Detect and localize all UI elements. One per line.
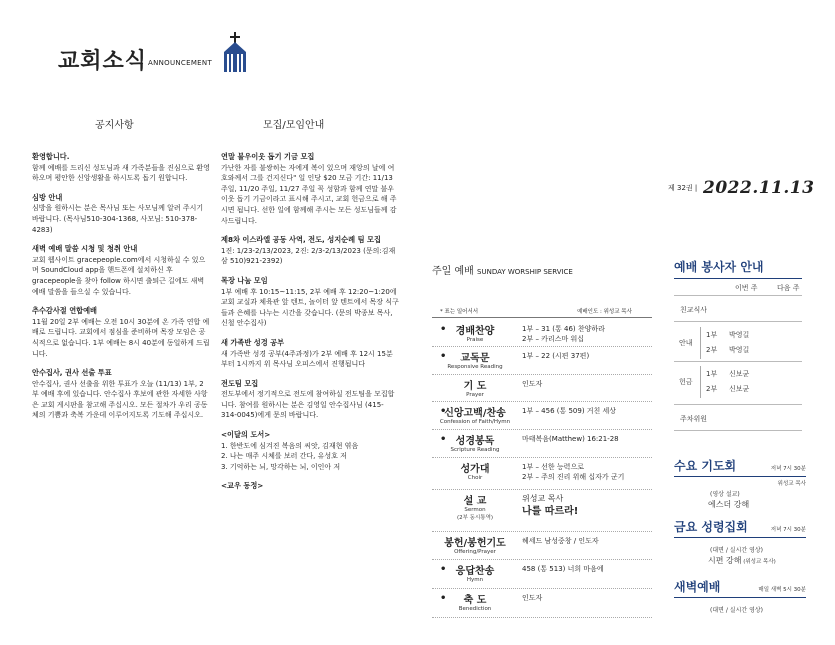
- worship-item-ko: 설 교: [463, 496, 487, 507]
- worship-row: [432, 402, 652, 428]
- worship-item-ko: 성경봉독: [455, 436, 495, 447]
- worship-detail: [522, 564, 604, 574]
- star-marker: •: [440, 593, 447, 604]
- star-marker: •: [440, 434, 447, 445]
- service-title: 새벽예배: [674, 580, 721, 594]
- service-title: 수요 기도회: [674, 459, 737, 473]
- worship-item-ko: 성가대: [460, 464, 490, 475]
- worship-item-name: [432, 460, 518, 481]
- service-divider: [674, 476, 806, 477]
- notice-title: <교우 동정>: [221, 481, 264, 491]
- notice-item: [32, 306, 210, 359]
- worship-detail-1: 마태복음(Matthew) 16:21-28: [522, 435, 619, 443]
- worship-item-name: [432, 534, 518, 555]
- notice-body: 11월 20일 2부 예배는 오전 10시 30분에 온 가족 연합 예배로 드립니다. 교회에서 점심을 준비하며 목장 모임은 공식적으로 없습니다. 1부 예배는 8시 40분에 동일하게 드립니다.: [32, 317, 210, 358]
- service-line1: (영상 설교): [710, 491, 740, 498]
- service-line1: (대면 / 실시간 영상): [710, 547, 763, 554]
- notice-item: [221, 152, 399, 226]
- worship-item-en: Benediction: [458, 606, 492, 612]
- worship-detail: [522, 462, 624, 482]
- service-title: 금요 성령집회: [674, 520, 748, 534]
- notice-body: 안수집사, 권사 선출을 위한 투표가 오늘 (11/13) 1부, 2부 예배 후에 있습니다. 안수집사 후보에 관한 자세한 사항은 교회 게시판을 참고해 주십시오. 모든 절차가 우리 공동체의 기쁨과 축복 가운데 이루어지도록 기도해 주십시오.: [32, 379, 208, 420]
- worship-row: [432, 560, 652, 586]
- servant-role: 헌금: [679, 378, 693, 386]
- worship-note: * 표는 일어서서: [440, 309, 479, 315]
- service-divider: [674, 537, 806, 538]
- worship-detail: [522, 379, 542, 389]
- star-marker: •: [440, 324, 447, 335]
- worship-item-en: Praise: [466, 337, 484, 343]
- notices-column: [32, 152, 210, 430]
- servant-sub: 1부: [706, 370, 718, 378]
- worship-item-name: [432, 322, 518, 343]
- notice-body: 전도부에서 정기적으로 전도에 참여하실 전도팀을 모집합니다. 참여를 원하시는 분은 김영일 안수집사님 (415-314-0045)에게 문의 바랍니다.: [221, 390, 395, 420]
- worship-item-name: [432, 349, 518, 370]
- worship-row: [432, 430, 652, 456]
- servant-divider: [674, 321, 802, 322]
- notice-item: [221, 276, 399, 329]
- notice-title: 안수집사, 권사 선출 투표: [32, 368, 112, 378]
- worship-item-en2: (2부 동시통역): [456, 515, 494, 521]
- notice-body: 새 가족반 성경 공부(4주과정)가 2부 예배 후 12시 15분부터 1시까지 위 목사님 오피스에서 진행됩니다: [221, 349, 393, 369]
- service-time: 매일 새벽 5시 30분: [758, 587, 806, 593]
- recruit-column: [221, 152, 399, 501]
- notice-title: 전도팀 모집: [221, 378, 259, 388]
- worship-item-en: Choir: [467, 475, 483, 481]
- worship-item-en: Prayer: [466, 392, 484, 398]
- notice-item: [221, 338, 399, 370]
- servant-sub: 2부: [706, 346, 718, 354]
- notice-title: 추수감사절 연합예배: [32, 306, 97, 316]
- worship-detail: [522, 406, 616, 416]
- notice-body: 1진: 1/23-2/13/2023, 2진: 2/3-2/13/2023 (문의:김재삼 510)921-2392): [221, 246, 396, 266]
- worship-row: [432, 375, 652, 401]
- worship-detail-1: 458 (통 513) 너희 마음에: [522, 565, 604, 573]
- worship-title-ko: 주일 예배: [432, 266, 474, 277]
- worship-item-name: [432, 591, 518, 612]
- servant-this: 박영길: [729, 331, 750, 339]
- worship-detail-1: 1부 – 22 (시편 37편): [522, 352, 590, 360]
- worship-title: [432, 262, 573, 277]
- worship-item-ko: 축 도: [463, 595, 487, 606]
- page-title: 교회소식: [58, 49, 148, 74]
- bulletin-date: 2022.11.13: [703, 178, 815, 198]
- recruit-heading: 모집/모임안내: [263, 120, 325, 131]
- worship-detail-1: 헤세드 남성중창 / 인도자: [522, 537, 599, 545]
- worship-detail-1: 1부 – 31 (통 46) 찬양하라: [522, 325, 605, 333]
- notice-title: <이달의 도서>: [221, 430, 271, 440]
- service-divider: [674, 597, 806, 598]
- service-line2-main: 에스더 강해: [708, 500, 750, 509]
- servant-this: 신보균: [729, 385, 750, 393]
- worship-item-name: [432, 377, 518, 398]
- worship-detail: [522, 494, 578, 517]
- notice-item: [32, 368, 210, 421]
- notice-title: 제8차 이스라엘 공동 사역, 전도, 성지순례 팀 모집: [221, 235, 381, 245]
- worship-detail-1: 1부 – 선한 능력으로: [522, 463, 584, 471]
- servants-title: 예배 봉사자 안내: [674, 260, 764, 274]
- notice-title: 새벽 예배 말씀 시청 및 청취 안내: [32, 244, 138, 254]
- worship-item-en: Scripture Reading: [450, 447, 500, 453]
- worship-item-en: Sermon: [464, 507, 486, 513]
- worship-detail: [522, 536, 599, 546]
- notice-item: [32, 152, 210, 184]
- worship-detail-2: 나를 따르라!: [522, 506, 579, 517]
- servant-this: 신보균: [729, 370, 750, 378]
- worship-item-ko: 경배찬양: [455, 326, 495, 337]
- worship-detail-2: 2부 – 카리스마 워십: [522, 335, 584, 343]
- servant-bracket: [700, 366, 701, 398]
- service-line2: [708, 499, 749, 510]
- servants-col-this: 이번 주: [735, 284, 758, 292]
- service-sub: 위성교 목사: [777, 481, 806, 487]
- servant-divider: [674, 295, 802, 296]
- notice-title: 새 가족반 성경 공부: [221, 337, 285, 347]
- worship-detail-1: 위성교 목사: [522, 494, 564, 503]
- notice-item: [221, 430, 399, 472]
- service-line1: (대면 / 실시간 영상): [710, 607, 763, 614]
- worship-item-en: Confession of Faith/Hymn: [439, 419, 511, 425]
- notice-item: [221, 379, 399, 421]
- worship-row-divider: [432, 617, 652, 618]
- worship-detail-1: 1부 – 456 (통 509) 거친 세상: [522, 407, 617, 415]
- notice-title: 심방 안내: [32, 192, 63, 202]
- notice-body: 함께 예배를 드리신 성도님과 새 가족분들을 진심으로 환영하오며 평안한 신앙생활을 하시도록 돕기 원합니다.: [32, 163, 210, 183]
- worship-row: [432, 320, 652, 346]
- worship-item-name: [432, 492, 518, 521]
- worship-detail: [522, 593, 542, 603]
- servant-divider: [674, 361, 802, 362]
- notice-title: 목장 나눔 모임: [221, 275, 268, 285]
- worship-item-en: Hymn: [466, 577, 484, 583]
- servant-role: 친교식사: [680, 306, 708, 314]
- notice-item: [221, 235, 399, 267]
- servant-this: 박영길: [729, 346, 750, 354]
- notice-item: [32, 193, 210, 235]
- servant-divider: [674, 404, 802, 405]
- worship-leader: 예배인도 : 위성교 목사: [577, 309, 632, 315]
- service-line2: [708, 555, 776, 566]
- notice-item: [32, 244, 210, 297]
- worship-item-ko: 신앙고백/찬송: [444, 408, 506, 419]
- notice-body: 가난한 자를 불쌍히는 자에게 복이 있으며 재앙의 날에 여호와께서 그를 건지신다" 일 인당 $20 모금 기간: 11/13 주일, 11/20 주일, 11/27 주일 꼭 성함과 함께 연말 불우이웃 돕기 기금이라고 표시해 주시고, 교회 헌금으로 해 주시면 됩니다. 선한 일에 함께해 주시는 모든 성도님들께 감사드립니다.: [221, 163, 397, 225]
- service-time: 저녁 7시 30분: [770, 466, 806, 472]
- servants-col-next: 다음 주: [777, 284, 800, 292]
- worship-row: [432, 458, 652, 484]
- worship-detail-1: 인도자: [522, 594, 543, 602]
- notice-item: [221, 481, 399, 492]
- star-marker: •: [440, 564, 447, 575]
- notices-heading: 공지사항: [95, 120, 134, 131]
- servant-role: 안내: [679, 339, 693, 347]
- notice-title: 환영합니다.: [32, 152, 70, 161]
- servant-divider: [674, 430, 802, 431]
- worship-row: [432, 532, 652, 558]
- worship-row: [432, 589, 652, 615]
- servants-divider: [674, 278, 802, 279]
- worship-item-name: [432, 562, 518, 583]
- worship-item-name: [432, 404, 518, 425]
- worship-row: [432, 490, 652, 521]
- worship-row: [432, 347, 652, 373]
- worship-item-name: [432, 432, 518, 453]
- worship-item-ko: 응답찬송: [455, 566, 495, 577]
- notice-body: 심방을 원하시는 분은 목사님 또는 사모님께 알려 주시기 바랍니다. (목사님510-304-1368, 사모님: 510-378-4283): [32, 204, 204, 234]
- notice-body: 1부 예배 후 10:15~11:15, 2부 예배 후 12:20~1:20에 교회 교실과 체육관 앞 텐트, 놀이터 앞 텐트에서 목장 식구들과 은혜를 나누는 시간을 갖습니다. (문의 박종보 목사, 신철 안수집사): [221, 287, 399, 328]
- worship-detail-2: 2부 – 주의 진리 위해 십자가 군기: [522, 473, 625, 481]
- worship-item-ko: 기 도: [463, 381, 487, 392]
- worship-detail-1: 인도자: [522, 380, 543, 388]
- worship-item-ko: 교독문: [460, 353, 490, 364]
- service-time: 저녁 7시 30분: [770, 527, 806, 533]
- worship-detail: [522, 351, 589, 361]
- notice-title: 연말 불우이웃 돕기 기금 모집: [221, 152, 315, 161]
- notice-body: 교회 웹사이트 gracepeople.com에서 시청하실 수 있으며 SoundCloud app을 핸드폰에 설치하신 후 gracepeople을 찾아 follow 하시면 출퇴근 길에도 새벽예배 말씀을 들으실 수 있습니다.: [32, 255, 206, 296]
- bulletin-volume: 제 32권 |: [668, 184, 698, 192]
- page-subtitle: ANNOUNCEMENT: [148, 59, 213, 67]
- notice-body: 1. 한반도에 심겨진 복음의 씨앗, 김재현 엮음 2. 나는 매주 시체를 보러 간다, 유성호 저 3. 기억하는 뇌, 망각하는 뇌, 이인아 저: [221, 441, 359, 471]
- worship-detail: [522, 434, 619, 444]
- worship-title-en: SUNDAY WORSHIP SERVICE: [477, 268, 573, 276]
- servant-bracket: [700, 327, 701, 359]
- worship-detail: [522, 324, 605, 344]
- servant-sub: 2부: [706, 385, 718, 393]
- worship-item-ko: 봉헌/봉헌기도: [444, 538, 506, 549]
- worship-item-en: Offering/Prayer: [454, 549, 496, 555]
- service-line2-sub: (위성교 목사): [741, 559, 776, 565]
- worship-item-en: Responsive Reading: [447, 364, 503, 370]
- church-logo-icon: [218, 32, 252, 74]
- worship-divider: [432, 317, 652, 318]
- star-marker: •: [440, 351, 447, 362]
- servant-role: 주차위원: [680, 415, 708, 423]
- star-marker: •: [440, 406, 447, 417]
- servant-sub: 1부: [706, 331, 718, 339]
- service-line2-main: 시편 강해: [708, 556, 742, 565]
